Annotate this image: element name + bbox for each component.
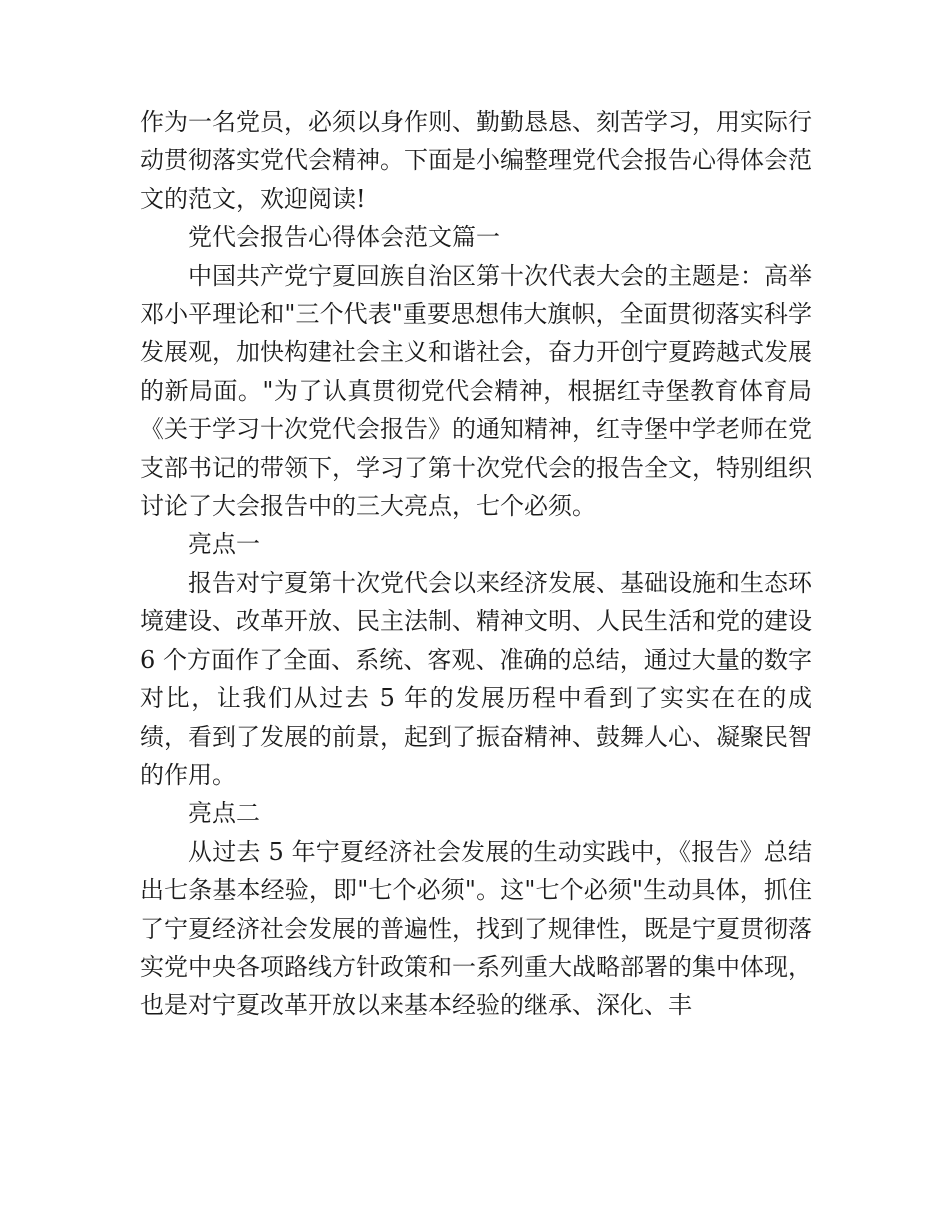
body-paragraph: 从过去 5 年宁夏经济社会发展的生动实践中，《报告》总结出七条基本经验，即"七个必须"。这"七个必须"生动具体，抓住了宁夏经济社会发展的普遍性，找到了规律性，既是宁夏贯彻落实党中央各项路线方针政策和一系列重大战略部署的集中体现，也是对宁夏改革开放以来基本经验的继承、深化、丰 bbox=[140, 837, 812, 1020]
intro-paragraph: 作为一名党员，必须以身作则、勤勤恳恳、刻苦学习，用实际行动贯彻落实党代会精神。下面是小编整理党代会报告心得体会范文的范文，欢迎阅读! bbox=[140, 108, 812, 213]
document-body bbox=[140, 103, 812, 1025]
section-heading-highlight-one: 亮点一 bbox=[188, 530, 260, 559]
section-heading-highlight-two: 亮点二 bbox=[188, 799, 260, 828]
article-title: 党代会报告心得体会范文篇一 bbox=[188, 223, 500, 252]
body-paragraph: 报告对宁夏第十次党代会以来经济发展、基础设施和生态环境建设、改革开放、民主法制、精神文明、人民生活和党的建设 6 个方面作了全面、系统、客观、准确的总结，通过大量的数字对比，让我们从过去 5 年的发展历程中看到了实实在在的成绩，看到了发展的前景，起到了振奋精神、鼓舞人心、凝聚民智的作用。 bbox=[140, 568, 812, 789]
body-paragraph: 中国共产党宁夏回族自治区第十次代表大会的主题是：高举邓小平理论和"三个代表"重要思想伟大旗帜，全面贯彻落实科学发展观，加快构建社会主义和谐社会，奋力开创宁夏跨越式发展的新局面。"为了认真贯彻党代会精神，根据红寺堡教育体育局《关于学习十次党代会报告》的通知精神，红寺堡中学老师在党支部书记的带领下，学习了第十次党代会的报告全文，特别组织讨论了大会报告中的三大亮点，七个必须。 bbox=[140, 261, 812, 521]
